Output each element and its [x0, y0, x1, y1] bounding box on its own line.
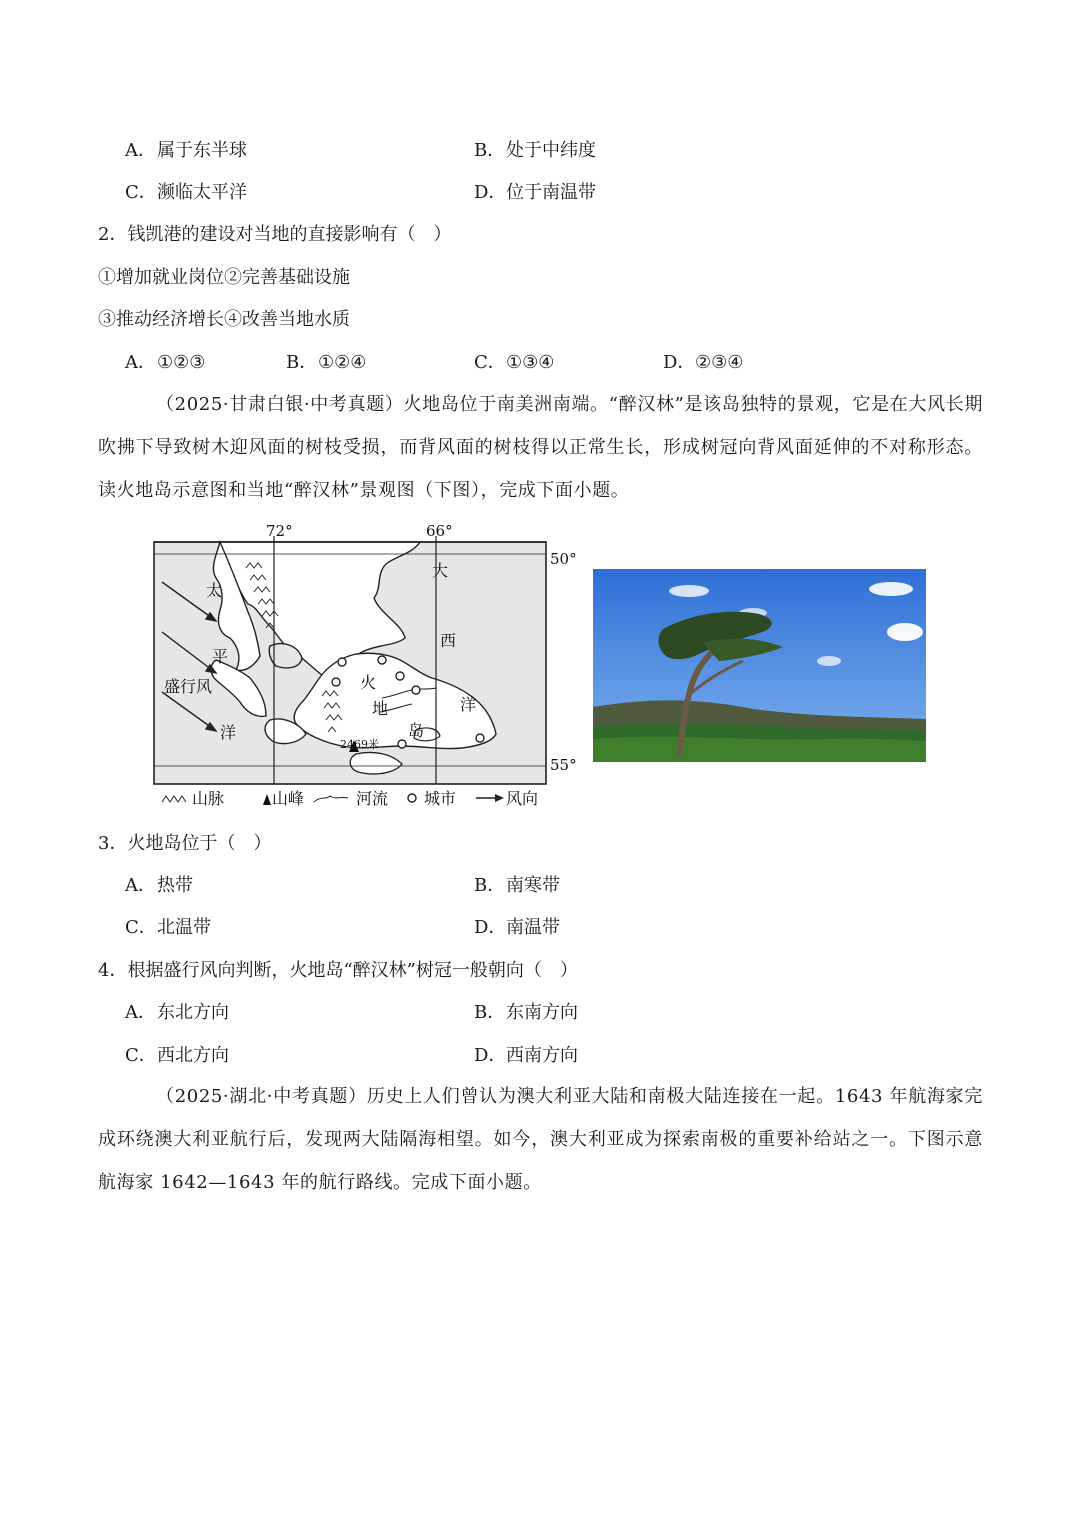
q2-option-d: D．②③④: [663, 352, 744, 373]
q3-option-d: D．南温带: [474, 917, 560, 938]
lon-label-72: 72°: [266, 522, 293, 540]
q1-option-d: D．位于南温带: [474, 182, 596, 203]
peak-elevation-label: 2469米: [340, 738, 379, 751]
river-icon: [314, 796, 348, 802]
q2-option-a: A．①②③: [125, 352, 206, 373]
q3-option-c: C．北温带: [125, 917, 211, 938]
q2-items-line-1: ①增加就业岗位②完善基础设施: [98, 267, 350, 288]
wind-label: 盛行风: [164, 677, 213, 696]
lon-label-66: 66°: [426, 522, 453, 540]
passage-australia-voyage: （2025·湖北·中考真题）历史上人们曾认为澳大利亚大陆和南极大陆连接在一起。1643 年航海家完成环绕澳大利亚航行后，发现两大陆隔海相望。如今，澳大利亚成为探索南极的重要补给站之一。下图示意航海家 1642—1643 年的航行路线。完成下面小题。: [98, 1086, 983, 1193]
peak-icon: [263, 794, 271, 805]
q4-option-d: D．西南方向: [474, 1045, 578, 1066]
q1-option-c: C．濒临太平洋: [125, 182, 247, 203]
island-char-2: 地: [372, 699, 389, 718]
island-char-3: 岛: [408, 721, 425, 740]
lat-label-50: 50°: [550, 550, 577, 568]
q3-stem: 3．火地岛位于（ ）: [98, 833, 272, 854]
q3-option-b: B．南寒带: [474, 875, 560, 896]
q3-option-a: A．热带: [125, 875, 193, 896]
atlantic-char-3: 洋: [460, 695, 477, 714]
atlantic-char-2: 西: [440, 631, 457, 650]
atlantic-char-1: 大: [432, 561, 449, 580]
q4-option-a: A．东北方向: [125, 1002, 229, 1023]
drunken-forest-photo: [593, 569, 926, 762]
q2-stem: 2．钱凯港的建设对当地的直接影响有（ ）: [98, 224, 452, 245]
map-legend: [162, 789, 538, 808]
legend-peak-label: 山峰: [272, 789, 305, 808]
q4-option-c: C．西北方向: [125, 1045, 229, 1066]
pacific-char-3: 洋: [220, 723, 237, 742]
pacific-char-2: 平: [212, 647, 229, 666]
tierra-del-fuego-map: [150, 520, 590, 812]
q1-option-b: B．处于中纬度: [474, 140, 596, 161]
mountain-icon: [162, 796, 186, 802]
lat-label-55: 55°: [550, 756, 577, 774]
q4-stem: 4．根据盛行风向判断，火地岛“醉汉林”树冠一般朝向（ ）: [98, 960, 578, 981]
q1-option-a: A．属于东半球: [125, 140, 247, 161]
city-icon: [408, 794, 416, 802]
island-char-1: 火: [360, 673, 377, 692]
arrow-icon: [495, 794, 504, 802]
pacific-char-1: 太: [206, 581, 223, 600]
q2-option-b: B．①②④: [286, 352, 367, 373]
q2-option-c: C．①③④: [474, 352, 555, 373]
q4-option-b: B．东南方向: [474, 1002, 578, 1023]
legend-wind-label: 风向: [506, 789, 539, 808]
q2-items-line-2: ③推动经济增长④改善当地水质: [98, 309, 350, 330]
passage-tierra-del-fuego: （2025·甘肃白银·中考真题）火地岛位于南美洲南端。“醉汉林”是该岛独特的景观，它是在大风长期吹拂下导致树木迎风面的树枝受损，而背风面的树枝得以正常生长，形成树冠向背风面延伸的不对称形态。读火地岛示意图和当地“醉汉林”景观图（下图），完成下面小题。: [98, 394, 983, 501]
legend-city-label: 城市: [424, 789, 457, 808]
legend-mountain-label: 山脉: [192, 789, 225, 808]
legend-river-label: 河流: [356, 789, 389, 808]
